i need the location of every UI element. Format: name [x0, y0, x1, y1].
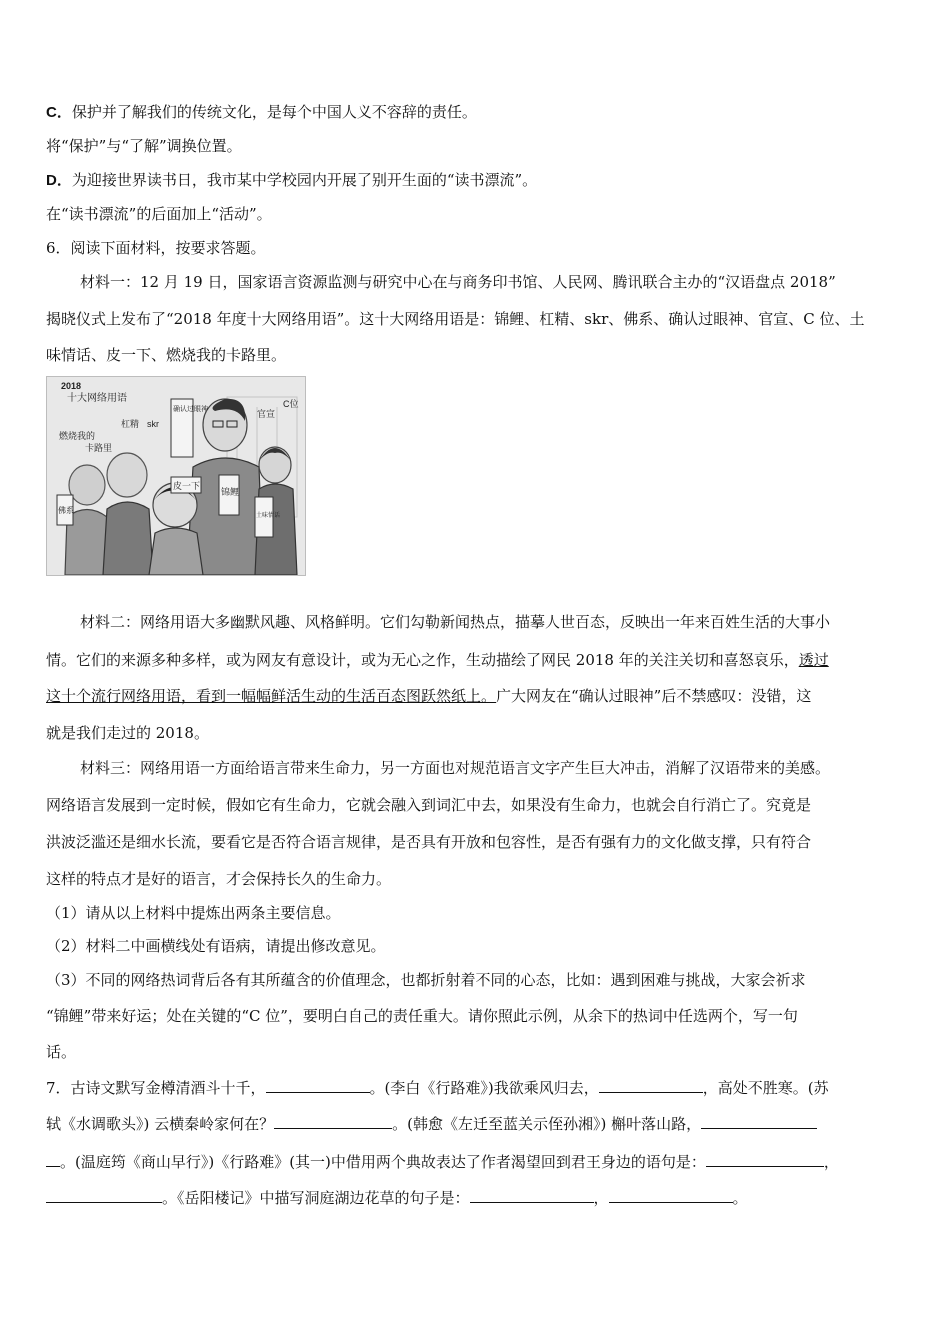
option-d-text: 为迎接世界读书日，我市某中学校园内开展了别开生面的“读书漂流”。 [71, 171, 538, 189]
illustration-word-8: 皮一下 [173, 481, 201, 491]
internet-phrases-illustration [46, 376, 306, 576]
option-c-line [46, 102, 477, 123]
option-d-fix: 在“读书漂流”的后面加上“活动”。 [46, 205, 272, 223]
illustration-title-year: 2018 [61, 381, 82, 391]
q6-material2-line4: 就是我们走过的 2018。 [46, 724, 209, 742]
q7-line3 [46, 1152, 839, 1172]
q6-material1-line3: 味情话、皮一下、燃烧我的卡路里。 [46, 346, 287, 364]
illustration-title-text: 十大网络用语 [67, 393, 127, 404]
option-d-label: D． [46, 172, 72, 189]
q7-line4 [46, 1188, 748, 1208]
illustration-word-4: skr [147, 419, 159, 429]
q7-blank-8[interactable] [609, 1188, 733, 1203]
q7-l3a: 。(温庭筠《商山早行》)《行路难》(其一)中借用两个典故表达了作者渴望回到君王身边的语句是： [60, 1153, 706, 1171]
illustration-word-7: C位 [283, 399, 299, 409]
q6-sub3-line3: 话。 [46, 1043, 77, 1061]
q7-blank-2[interactable] [599, 1078, 703, 1093]
q7-l2a: 轼《水调歌头》) 云横秦岭家何在？ [46, 1115, 275, 1133]
illustration-word-1: 燃烧我的 [59, 431, 96, 441]
q6-material3-line2: 网络语言发展到一定时候，假如它有生命力，它就会融入到词汇中去，如果没有生命力，也就会自行消亡了。究竟是 [46, 796, 812, 814]
q6-sub3-line2: “锦鲤”带来好运；处在关键的“C 位”，要明白自己的责任重大。请你照此示例，从余下的热词中任选两个，写一句 [46, 1007, 798, 1025]
q7-blank-4[interactable] [701, 1114, 817, 1129]
illustration-word-9: 锦鲤 [221, 487, 240, 497]
illustration-word-3: 杠精 [121, 419, 140, 429]
illustration-word-10: 佛系 [58, 506, 74, 515]
q6-material1-line2: 揭晓仪式上发布了“2018 年度十大网络用语”。这十大网络用语是：锦鲤、杠精、skr、佛系、确认过眼神、官宣、C 位、土 [46, 310, 865, 328]
q7-l1b: 。(李白《行路难》)我欲乘风归去， [369, 1079, 599, 1097]
q7-blank-4-cont[interactable] [46, 1152, 60, 1167]
q6-sub3-line1: （3）不同的网络热词背后各有其所蕴含的价值理念，也都折射着不同的心态，比如：遇到困难与挑战，大家会祈求 [46, 971, 806, 989]
q6-sub2: （2）材料二中画横线处有语病，请提出修改意见。 [46, 937, 386, 955]
q7-l2b: 。(韩愈《左迁至蓝关示侄孙湘》) 槲叶落山路， [392, 1115, 702, 1133]
q7-l4a: 。《岳阳楼记》中描写洞庭湖边花草的句子是： [162, 1189, 470, 1207]
q6-material3-line1: 材料三：网络用语一方面给语言带来生命力，另一方面也对规范语言文字产生巨大冲击，消解了汉语带来的美感。 [80, 759, 831, 777]
q6-material2-underlined-sentence: 这十个流行网络用语，看到一幅幅鲜活生动的生活百态图跃然纸上。 [46, 687, 497, 705]
option-d-line [46, 170, 537, 191]
q6-material2-underline-start: 透过 [798, 651, 829, 669]
q7-l1c: ，高处不胜寒。(苏 [702, 1079, 829, 1097]
q7-line2 [46, 1114, 817, 1134]
q7-blank-1[interactable] [266, 1078, 370, 1093]
illustration-word-6: 官宣 [257, 409, 276, 419]
q7-blank-6[interactable] [46, 1188, 162, 1203]
q7-blank-5[interactable] [706, 1152, 824, 1167]
q6-material2-tail: 广大网友在“确认过眼神”后不禁感叹：没错，这 [496, 687, 812, 705]
illustration-word-2: 卡路里 [85, 443, 113, 453]
illustration-word-5: 确认过眼神 [173, 406, 208, 413]
option-c-text: 保护并了解我们的传统文化，是每个中国人义不容辞的责任。 [71, 103, 477, 121]
q7-l3b: ， [823, 1153, 839, 1171]
option-c-fix: 将“保护”与“了解”调换位置。 [46, 137, 242, 155]
q7-l1a: 7．古诗文默写金樽清酒斗十千， [46, 1079, 266, 1097]
q6-material3-line3: 洪波泛滥还是细水长流，要看它是否符合语言规律，是否具有开放和包容性，是否有强有力的文化做支撑，只有符合 [46, 833, 812, 851]
illustration-word-11: 土味情话 [256, 513, 281, 519]
q7-blank-7[interactable] [470, 1188, 594, 1203]
q7-l4c: 。 [732, 1189, 748, 1207]
q7-blank-3[interactable] [274, 1114, 392, 1129]
q7-line1 [46, 1078, 829, 1098]
q6-material2-line3 [46, 686, 811, 706]
q6-material2-line2 [46, 650, 829, 670]
q6-material1-line1: 材料一：12 月 19 日，国家语言资源监测与研究中心在与商务印书馆、人民网、腾讯联合主办的“汉语盘点 2018” [80, 273, 836, 291]
option-c-label: C． [46, 104, 72, 121]
q6-material2-line1: 材料二：网络用语大多幽默风趣、风格鲜明。它们勾勒新闻热点，描摹人世百态，反映出一年来百姓生活的大事小 [80, 613, 831, 631]
q6-title: 6．阅读下面材料，按要求答题。 [46, 239, 266, 257]
q7-l4b: ， [593, 1189, 609, 1207]
illustration-svg [47, 377, 305, 575]
q6-sub1: （1）请从以上材料中提炼出两条主要信息。 [46, 904, 341, 922]
q6-material3-line4: 这样的特点才是好的语言，才会保持长久的生命力。 [46, 870, 392, 888]
q6-material2-line2-text: 情。它们的来源多种多样，或为网友有意设计，或为无心之作，生动描绘了网民 2018 年的关注关切和喜怒哀乐， [46, 651, 799, 669]
